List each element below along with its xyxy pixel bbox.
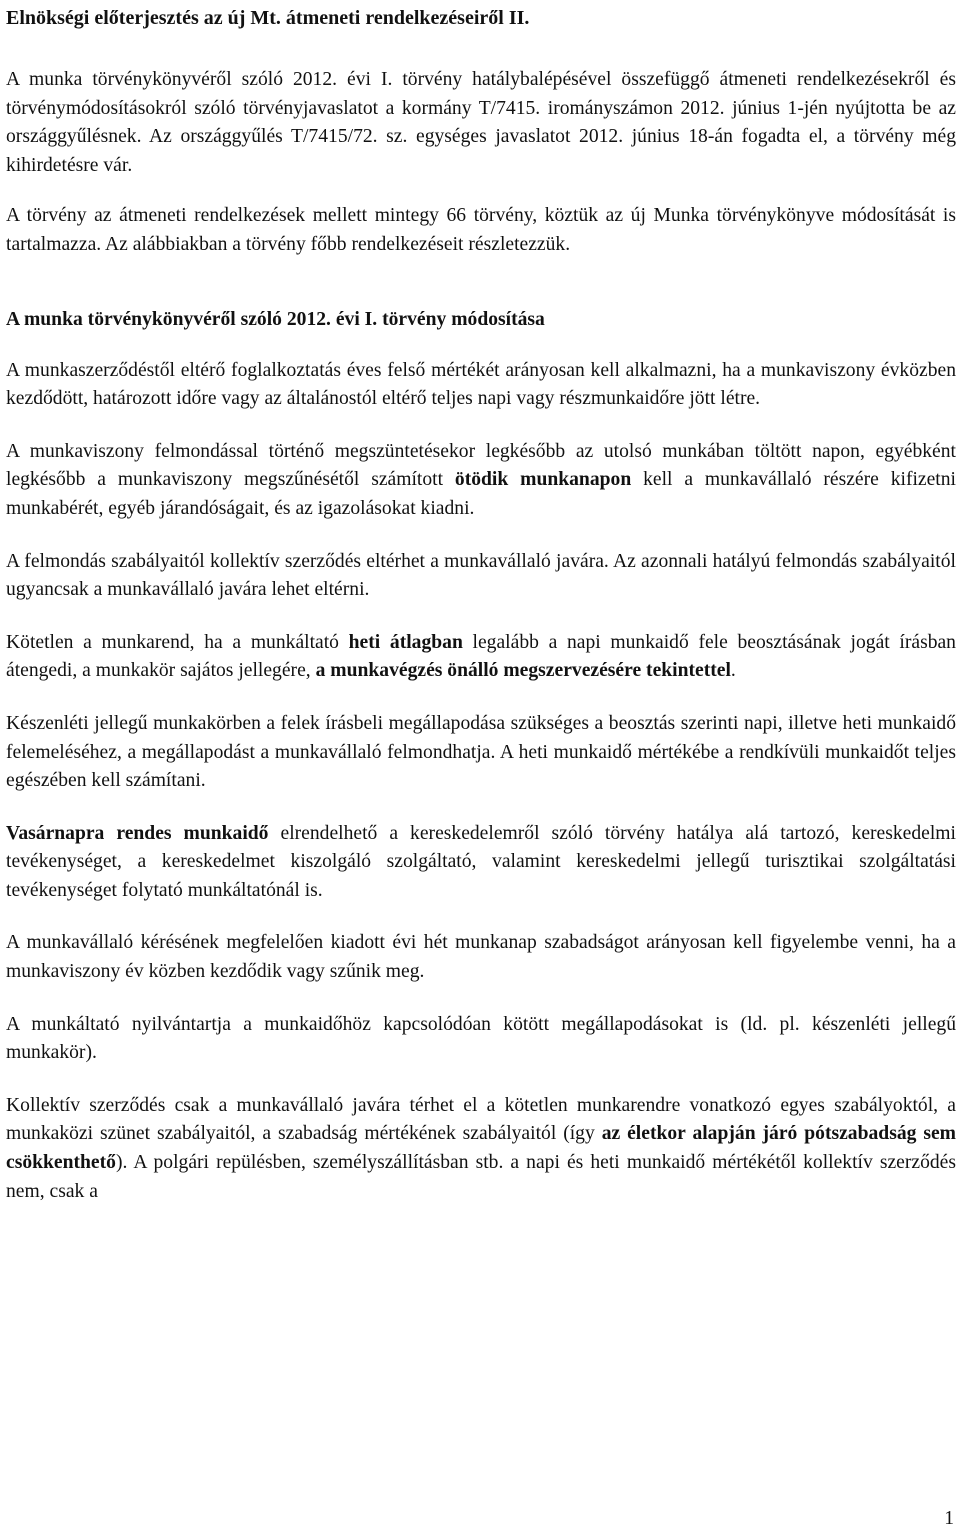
body-paragraph xyxy=(6,820,956,906)
intro-paragraph: A törvény az átmeneti rendelkezések mellett mintegy 66 törvény, köztük az új Munka törvénykönyve módosítását is tartalmazza. Az alábbiakban a törvény főbb rendelkezéseit részletezzük. xyxy=(6,205,956,255)
text-run: Kötetlen a munkarend, ha a munkáltató xyxy=(6,631,349,653)
bold-text-run: a munkavégzés önálló megszervezésére tekintettel xyxy=(315,660,731,682)
page-number: 1 xyxy=(944,1508,954,1529)
text-run: ). A polgári repülésben, személyszállításban stb. a napi és heti munkaidő mértékétől kollektív szerződés nem, csak a xyxy=(6,1152,956,1202)
text-run: A munkavállaló kérésének megfelelően kiadott évi hét munkanap szabadságot arányosan kell figyelembe venni, ha a munkaviszony év közben kezdődik vagy szűnik meg. xyxy=(6,932,956,983)
text-run: Kollektív szerződés csak a munkavállaló javára térhet el a kötetlen munkarendre vonatkozó egyes szabályoktól, a munkaközi szünet szabályaitól, a szabadság mértékének szabályaitól (így xyxy=(6,1094,956,1145)
intro-paragraph: A munka törvénykönyvéről szóló 2012. évi I. törvény hatálybalépésével összefüggő átmeneti rendelkezésekről és törvénymódosításokról szóló törvényjavaslatot a kormány T/7415. irományszámon 2012. június 1-jén nyújtotta be az országgyűlésnek. Az országgyűlés T/7415/72. sz. egységes javaslatot 2012. június 18-án fogadta el, a törvény még kihirdetésre vár. xyxy=(6,69,956,176)
text-run: Készenléti jellegű munkakörben a felek írásbeli megállapodása szükséges a beosztás szerinti napi, illetve heti munkaidő felemeléséhez, a megállapodást a munkavállaló felmondhatja. A heti munkaidő mértékébe a rendkívüli munkaidőt teljes egészében kell számítani. xyxy=(6,712,956,792)
text-run: A munkaszerződéstől eltérő foglalkoztatás éves felső mértékét arányosan kell alkalmazni, ha a munkaviszony évközben kezdődött, határozott időre vagy az általánostól eltérő teljes napi vagy részmunkaidőre jött létre. xyxy=(6,359,956,410)
bold-text-run: Vasárnapra rendes munkaidő xyxy=(6,822,269,844)
text-run: kell a munkavállaló részére kifizetni munkabérét, egyéb járandóságait, és az igazolásokat kiadni. xyxy=(6,469,956,519)
text-run: A felmondás szabályaitól kollektív szerződés eltérhet a munkavállaló javára. Az azonnali hatályú felmondás szabályaitól ugyancsak a munkavállaló javára lehet eltérni. xyxy=(6,550,956,601)
bold-text-run: az életkor alapján járó pótszabadság sem csökkenthető xyxy=(6,1123,956,1174)
body-paragraph xyxy=(6,548,956,605)
body-paragraph xyxy=(6,710,956,796)
body-paragraph xyxy=(6,929,956,986)
document-title: Elnökségi előterjesztés az új Mt. átmeneti rendelkezéseiről II. xyxy=(6,7,530,29)
body-paragraph xyxy=(6,357,956,414)
text-run: elrendelhető a kereskedelemről szóló törvény hatálya alá tartozó, kereskedelmi tevékenységet, a kereskedelmet kiszolgáló szolgáltató, valamint kereskedelmi jellegű turisztikai szolgáltatási tevékenységet folytató munkáltatónál is. xyxy=(6,822,956,901)
bold-text-run: heti átlagban xyxy=(348,631,463,653)
body-paragraph xyxy=(6,1092,956,1206)
document-page xyxy=(6,4,956,1230)
body-paragraph xyxy=(6,1011,956,1068)
body-paragraph xyxy=(6,438,956,524)
text-run: legalább a napi munkaidő fele beosztásának jogát írásban átengedi, a munkakör sajátos jellegére, xyxy=(6,631,956,682)
text-run: A munkáltató nyilvántartja a munkaidőhöz kapcsolódóan kötött megállapodásokat is (ld. pl. készenléti jellegű munkakör). xyxy=(6,1013,956,1064)
text-run: . xyxy=(730,660,736,682)
body-paragraph xyxy=(6,629,956,686)
bold-text-run: ötödik munkanapon xyxy=(454,469,632,491)
text-run: A munkaviszony felmondással történő megszüntetésekor legkésőbb az utolsó munkában töltött napon, egyébként legkésőbb a munkaviszony megszűnésétől számított xyxy=(6,440,956,491)
body-paragraphs xyxy=(6,357,956,1207)
section-heading: A munka törvénykönyvéről szóló 2012. évi I. törvény módosítása xyxy=(6,308,545,330)
